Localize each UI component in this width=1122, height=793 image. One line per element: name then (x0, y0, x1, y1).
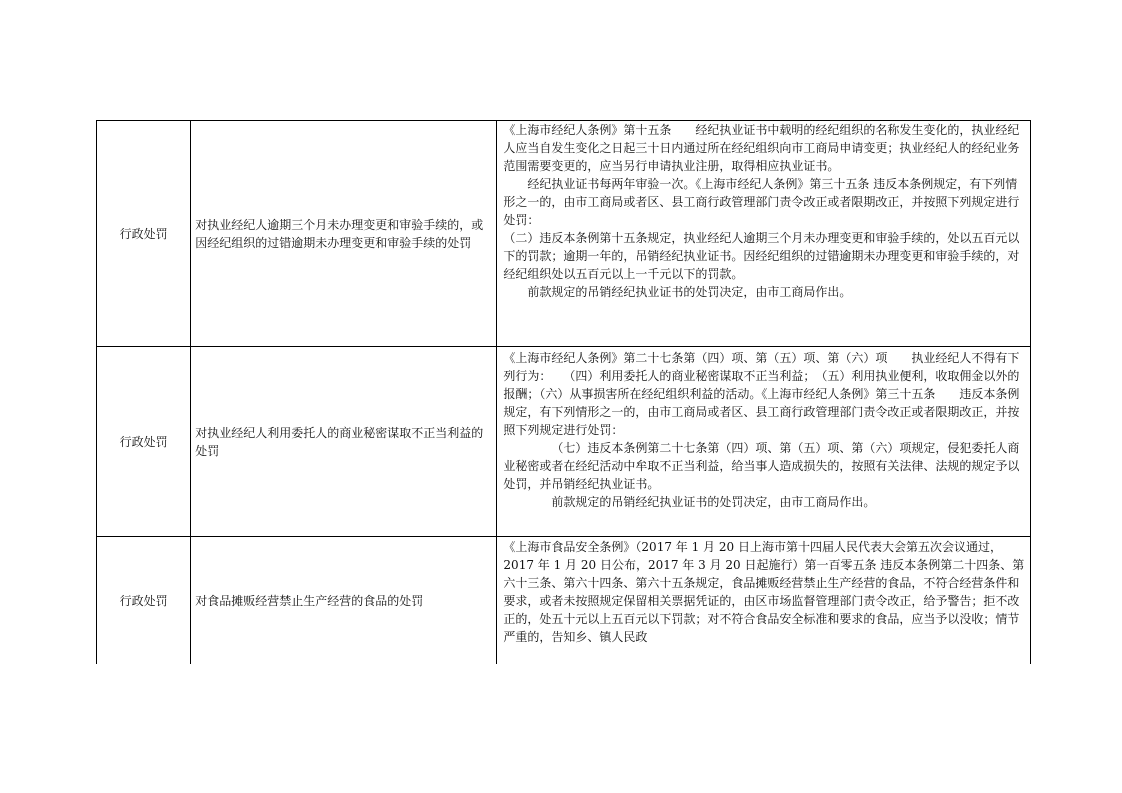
penalty-type: 行政处罚 (119, 593, 168, 608)
regulation-table (96, 120, 1031, 664)
penalty-item: 对执业经纪人利用委托人的商业秘密谋取不正当利益的处罚 (195, 425, 484, 458)
legal-basis-paragraph: （二）违反本条例第十五条规定，执业经纪人逾期三个月未办理变更和审验手续的，处以五百元以下的罚款；逾期一年的，吊销经纪执业证书。因经纪组织的过错逾期未办理变更和审验手续的，对经纪组织处以五百元以上一千元以下的罚款。 (503, 231, 1020, 281)
legal-basis-paragraph: 《上海市经纪人条例》第二十七条第（四）项、第（五）项、第（六）项 执业经纪人不得有下列行为： （四）利用委托人的商业秘密谋取不正当利益； （五）利用执业便利，收取佣金以外的报酬；（六）从事损害所在经纪组织利益的活动。《上海市经纪人条例》第三十五条 违反本条例规定，有下列情形之一的，由市工商局或者区、县工商行政管理部门责令改正或者限期改正，并按照下列规定进行处罚： (503, 351, 1020, 437)
legal-basis-cell (497, 537, 1031, 665)
penalty-item: 对食品摊贩经营禁止生产经营的食品的处罚 (195, 593, 424, 608)
legal-basis-paragraph: 前款规定的吊销经纪执业证书的处罚决定，由市工商局作出。 (551, 495, 876, 509)
legal-basis-paragraph: 前款规定的吊销经纪执业证书的处罚决定，由市工商局作出。 (527, 285, 852, 299)
legal-basis-paragraph: 《上海市经纪人条例》第十五条 经纪执业证书中载明的经纪组织的名称发生变化的，执业经纪人应当自发生变化之日起三十日内通过所在经纪组织向市工商局申请变更；执业经纪人的经纪业务范围需要变更的，应当另行申请执业注册，取得相应执业证书。 (503, 123, 1020, 173)
legal-basis-cell (497, 121, 1031, 347)
penalty-type-cell (97, 347, 191, 537)
table-row (97, 537, 1031, 665)
penalty-item: 对执业经纪人逾期三个月未办理变更和审验手续的，或因经纪组织的过错逾期未办理变更和审验手续的处罚 (195, 217, 484, 250)
legal-basis-paragraph: （七）违反本条例第二十七条第（四）项、第（五）项、第（六）项规定，侵犯委托人商业秘密或者在经纪活动中牟取不正当利益，给当事人造成损失的，按照有关法律、法规的规定予以处罚，并吊销经纪执业证书。 (503, 441, 1020, 491)
penalty-type: 行政处罚 (119, 226, 168, 241)
legal-basis-paragraph: 《上海市食品安全条例》（2017 年 1 月 20 日上海市第十四届人民代表大会第五次会议通过，2017 年 1 月 20 日公布，2017 年 3 月 20 日起施行）第一百零五条 违反本条例第二十四条、第六十三条、第六十四条、第六十五条规定，食品摊贩经营禁止生产经营的食品，不符合经营条件和要求，或者未按照规定保留相关票据凭证的，由区市场监督管理部门责令改正，给予警告；拒不改正的，处五十元以上五百元以下罚款；对不符合食品安全标准和要求的食品，应当予以没收；情节严重的，告知乡、镇人民政 (503, 540, 1025, 644)
legal-basis-paragraph: 经纪执业证书每两年审验一次。《上海市经纪人条例》第三十五条 违反本条例规定，有下列情形之一的，由市工商局或者区、县工商行政管理部门责令改正或者限期改正，并按照下列规定进行处罚： (503, 177, 1020, 227)
penalty-item-cell (191, 121, 497, 347)
penalty-item-cell (191, 537, 497, 665)
penalty-item-cell (191, 347, 497, 537)
penalty-type-cell (97, 537, 191, 665)
penalty-type: 行政处罚 (119, 434, 168, 449)
penalty-type-cell (97, 121, 191, 347)
legal-basis-cell (497, 347, 1031, 537)
table-row (97, 121, 1031, 347)
table-row (97, 347, 1031, 537)
